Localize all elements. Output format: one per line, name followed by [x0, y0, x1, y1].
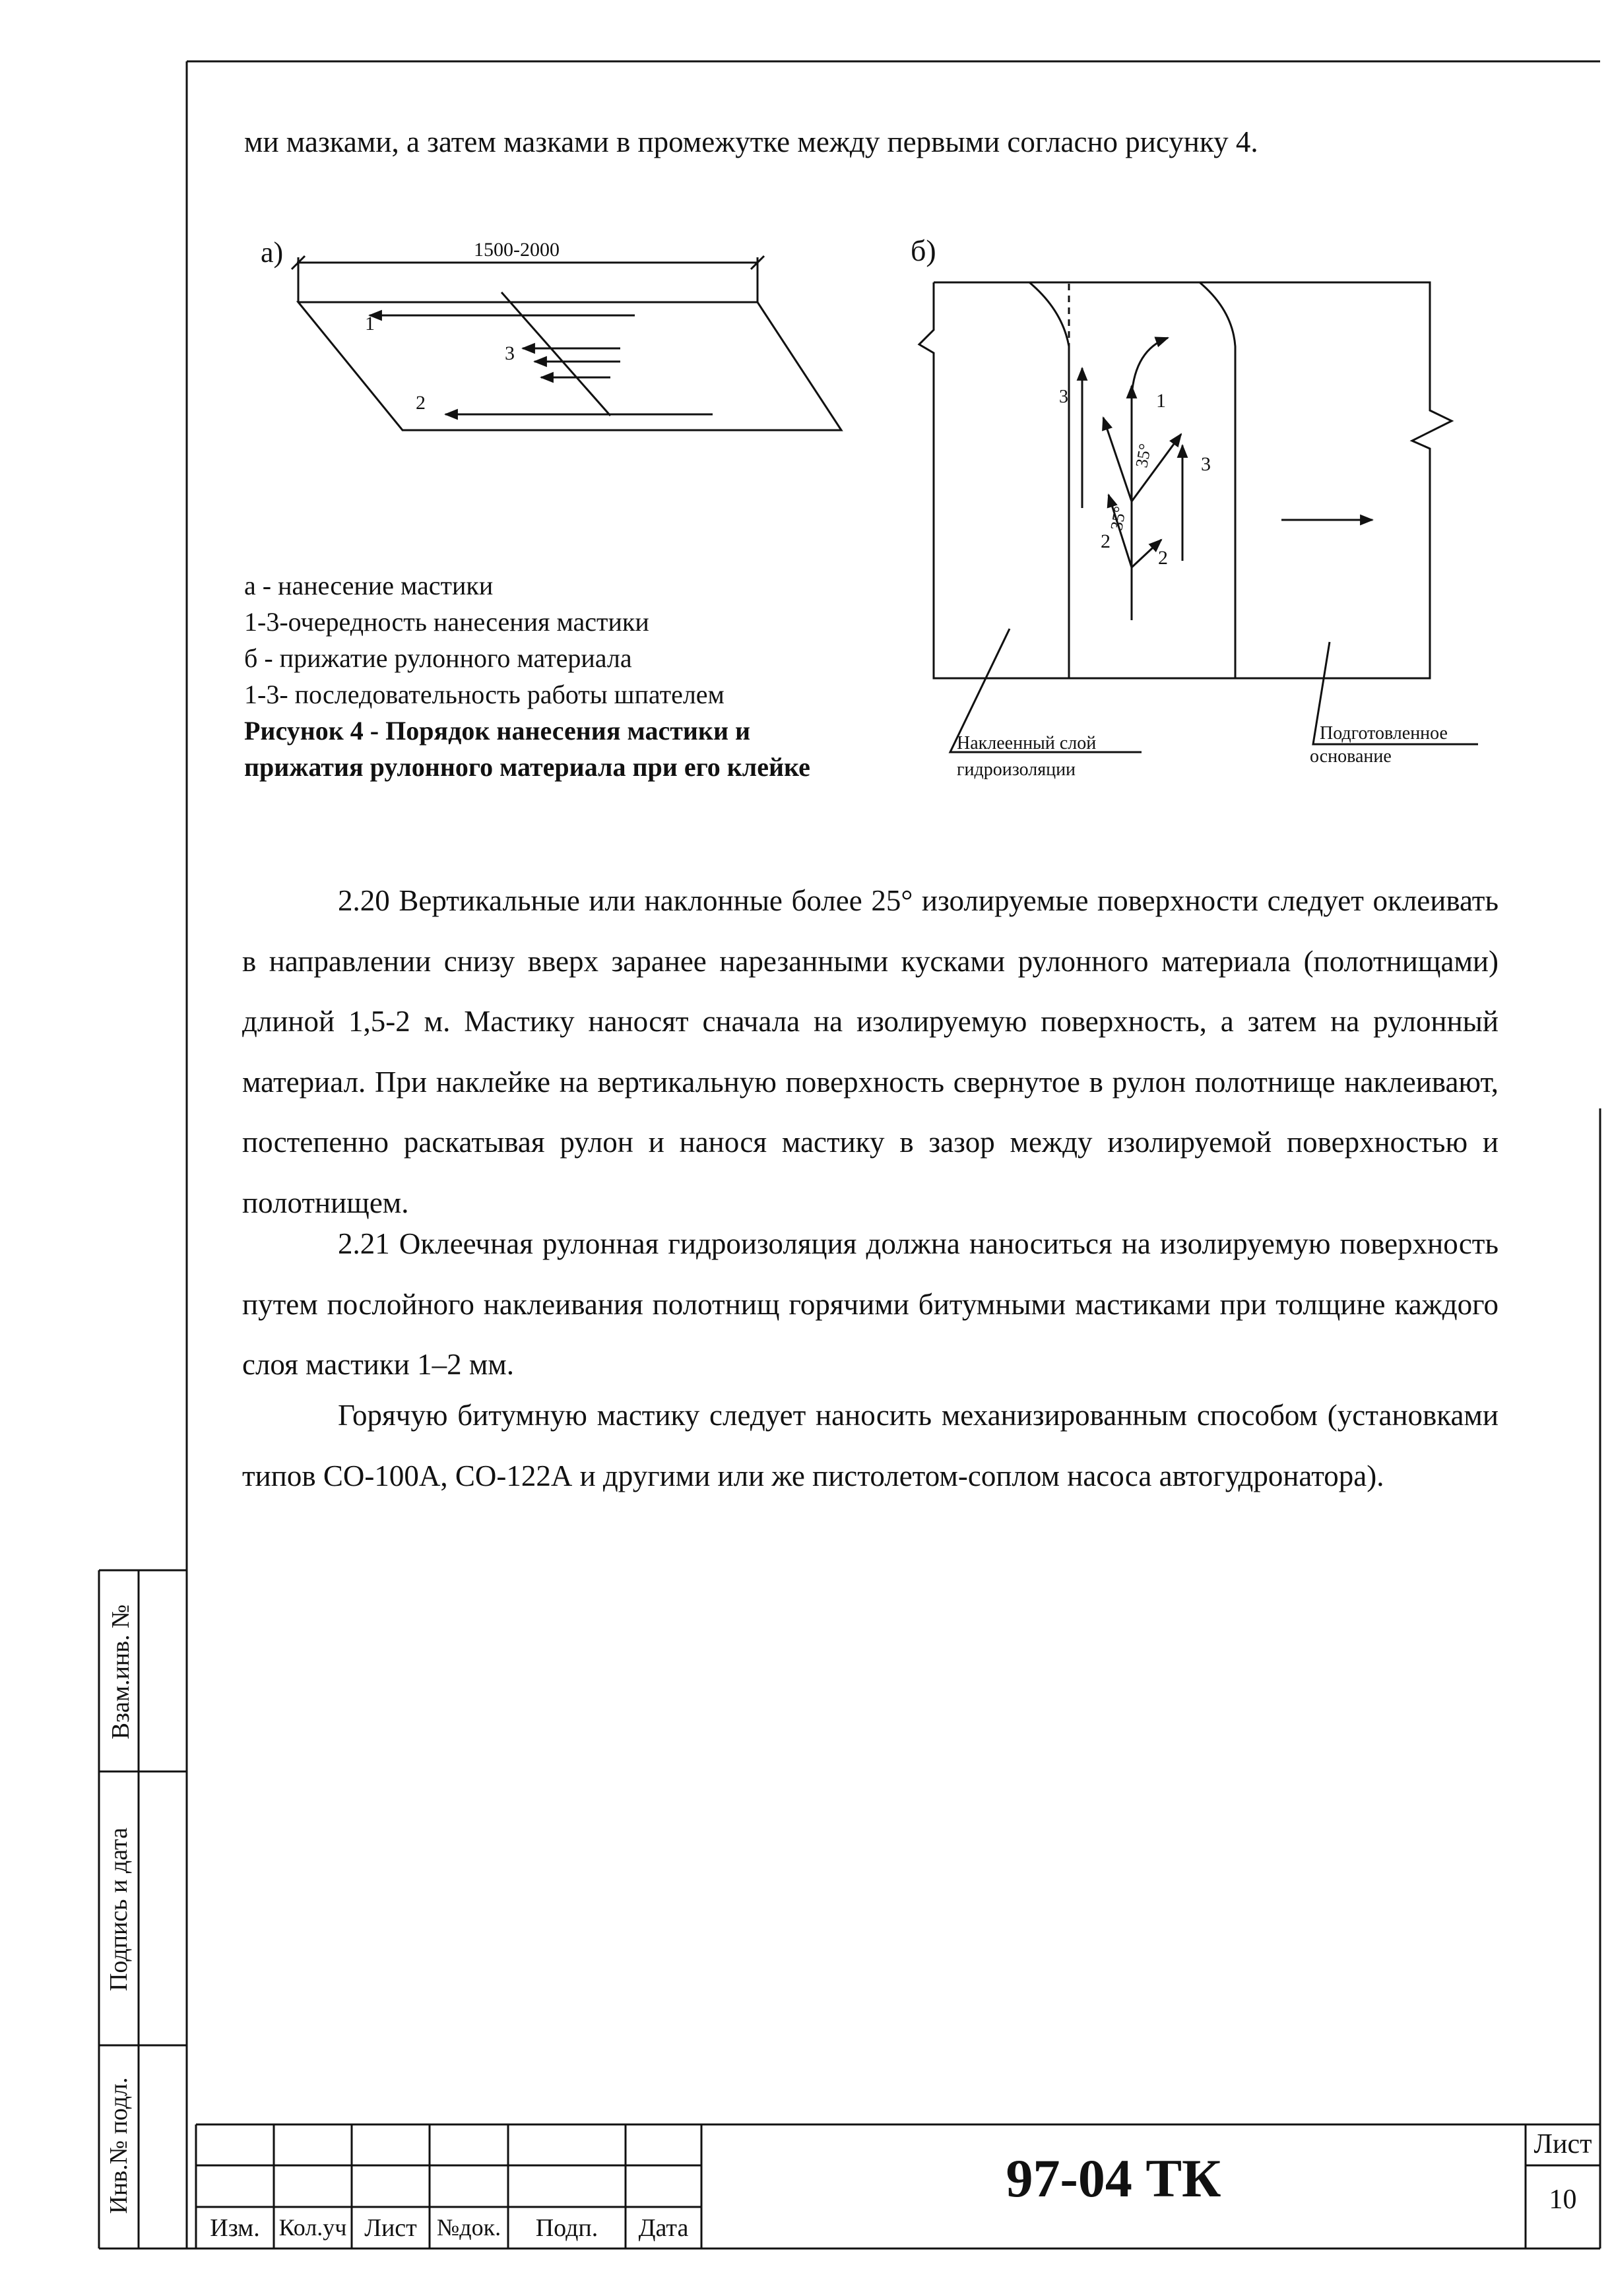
figure-b-angle-lower: 35° [1107, 505, 1130, 532]
callout-left-line-2: гидроизоляции [957, 759, 1076, 780]
figure-b-number-3-left: 3 [1059, 387, 1068, 407]
legend-line-1: а - нанесение мастики [244, 571, 494, 600]
figure-a-drawing [292, 256, 841, 430]
paragraph-2-21-continued: Горячую битумную мастику следует наносить механизированным способом (установками типов СО-100А, СО-122А и другими или же пистолетом-соплом насоса автогудронатора). [242, 1399, 1499, 1492]
callout-left-line-1: Наклеенный слой [957, 733, 1097, 753]
figure-b-number-3-right: 3 [1201, 453, 1211, 475]
figure-b-drawing [919, 282, 1478, 752]
side-stamp-inv: Инв.№ подл. [105, 2077, 133, 2214]
callout-right-line-2: основание [1310, 746, 1392, 767]
top-text-line: ми мазками, а затем мазками в промежутке между первыми согласно рисунку 4. [244, 125, 1258, 158]
figure-caption: Рисунок 4 - Порядок нанесения мастики и прижатия рулонного материала при его клейке [244, 716, 810, 782]
figure-legend [244, 567, 838, 785]
document-code: 97-04 ТК [1006, 2148, 1221, 2208]
title-block-podp: Подп. [535, 2214, 598, 2242]
paragraph-2-21: 2.21 Оклеечная рулонная гидроизоляция должна наноситься на изолируемую поверхность путем послойного наклеивания полотнищ горячими битумными мастиками при толщине каждого слоя мастики 1–2 мм. [242, 1227, 1499, 1381]
side-stamp-podpis: Подпись и дата [105, 1827, 133, 1992]
figure-a-label: а) [261, 236, 284, 269]
figure-a-number-2: 2 [416, 392, 426, 414]
sheet-number: 10 [1549, 2184, 1577, 2215]
figure-b-number-2-right: 2 [1158, 547, 1168, 569]
side-stamp-vzam: Взам.инв. № [107, 1604, 135, 1740]
title-block-koluch: Кол.уч [278, 2214, 347, 2241]
figure-a-dimension: 1500-2000 [474, 239, 560, 261]
title-block-ndok: №док. [436, 2214, 501, 2241]
figure-b-number-1: 1 [1156, 390, 1166, 412]
callout-right-line-1: Подготовленное [1320, 723, 1448, 744]
legend-line-3: б - прижатие рулонного материала [244, 643, 632, 673]
title-block-data: Дата [638, 2214, 689, 2242]
title-block-izm: Изм. [210, 2214, 260, 2242]
figure-a-number-3: 3 [505, 342, 515, 364]
figure-b-label: б) [911, 234, 936, 267]
legend-line-4: 1-3- последовательность работы шпателем [244, 680, 725, 709]
title-block-list: Лист [364, 2214, 417, 2242]
figure-b-number-2-left: 2 [1101, 530, 1111, 552]
figure-b-angle-upper: 35° [1132, 442, 1155, 470]
sheet-label: Лист [1533, 2129, 1592, 2159]
legend-line-2: 1-3-очередность нанесения мастики [244, 607, 649, 637]
figure-a-number-1: 1 [365, 313, 375, 335]
paragraph-2-20: 2.20 Вертикальные или наклонные более 25° изолируемые поверхности следует оклеивать в направлении снизу вверх заранее нарезанными кусками рулонного материала (полотнищами) длиной 1,5-2 м. Мастику наносят сначала на изолируемую поверхность, а затем на рулонный материал. При наклейке на вертикальную поверхность свернутое в рулон полотнище наклеивают, постепенно раскатывая рулон и нанося мастику в зазор между изолируемой поверхностью и полотнищем. [242, 884, 1499, 1219]
